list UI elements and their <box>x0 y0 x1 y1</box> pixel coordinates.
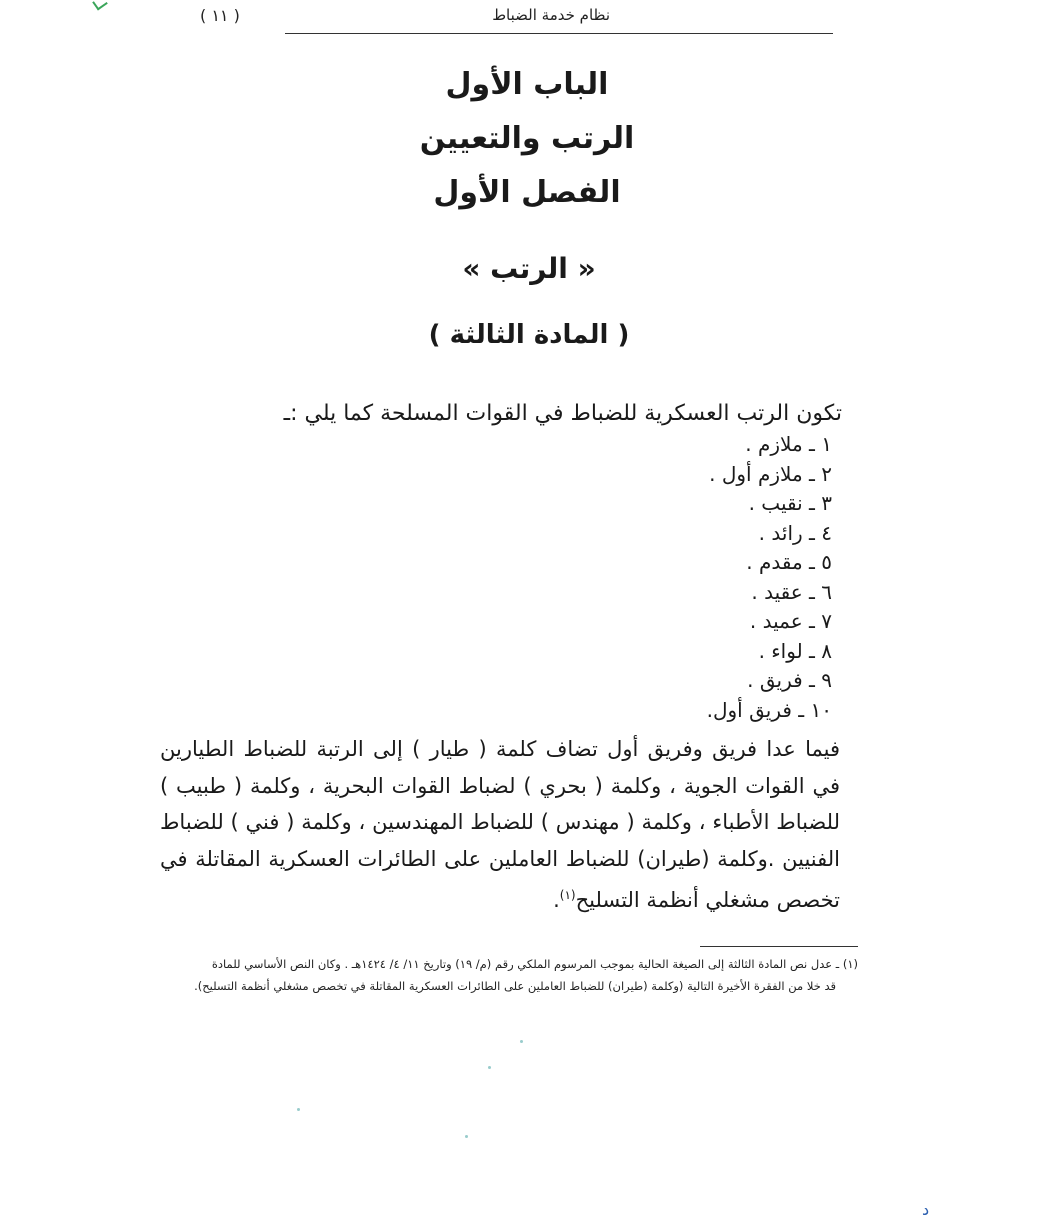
part-heading: الباب الأول <box>445 67 609 102</box>
scan-speck <box>488 1066 491 1069</box>
rank-item: ٢ ـ ملازم أول . <box>709 461 832 486</box>
section-heading: « الرتب » <box>462 252 596 285</box>
rank-item: ١ ـ ملازم . <box>745 432 832 456</box>
article-heading: ( المادة الثالثة ) <box>428 320 630 350</box>
running-title: نظام خدمة الضباط <box>492 6 610 24</box>
page-number: ( ١١ ) <box>200 6 240 25</box>
rank-item: ١٠ ـ فريق أول. <box>706 697 832 722</box>
rank-item: ٦ ـ عقيد . <box>751 579 832 604</box>
rank-item: ٧ ـ عميد . <box>749 609 832 633</box>
scan-speck <box>297 1108 300 1111</box>
heading-block <box>0 58 1050 220</box>
page-header <box>190 4 835 32</box>
qualifier-paragraph <box>160 731 840 919</box>
scan-speck <box>465 1135 468 1138</box>
qualifier-text: فيما عدا فريق وفريق أول تضاف كلمة ( طيار ) إلى الرتبة للضباط الطيارين في القوات الجوية ، وكلمة ( بحري ) لضباط القوات البحرية ، وكلمة ( طبيب ) للضباط الأطباء ، وكلمة ( مهندس ) للضباط المهندسين ، وكلمة ( فني ) للضباط الفنيين .وكلمة (طيران) للضباط العاملين على الطائرات العسكرية المقاتلة في تخصص مشغلي أنظمة التسليح <box>160 737 840 912</box>
rank-item: ٣ ـ نقيب . <box>748 491 832 515</box>
rank-item: ٨ ـ لواء . <box>758 638 832 663</box>
footnote-rule <box>700 946 858 947</box>
header-rule <box>285 33 833 34</box>
chapter-heading: الفصل الأول <box>433 175 621 210</box>
rank-item: ٩ ـ فريق . <box>747 668 832 692</box>
scan-check-mark <box>92 0 108 11</box>
rank-item: ٥ ـ مقدم . <box>746 550 832 574</box>
intro-sentence: تكون الرتب العسكرية للضباط في القوات المسلحة كما يلي :ـ <box>283 401 842 426</box>
footnote <box>192 953 858 997</box>
footnote-line: قد خلا من الفقرة الأخيرة التالية (وكلمة (طيران) للضباط العاملين على الطائرات العسكرية المقاتلة في تخصص مشغلي أنظمة التسليح). <box>194 979 836 993</box>
footnote-line: (١) ـ عدل نص المادة الثالثة إلى الصيغة الحالية بموجب المرسوم الملكي رقم (م/ ١٩) وتاريخ ١١/ ٤/ ١٤٢٤هـ . وكان النص الأساسي للمادة <box>211 957 858 971</box>
paragraph-end: . <box>553 888 560 912</box>
footnote-reference[interactable]: (١) <box>559 888 576 902</box>
part-subtitle: الرتب والتعيين <box>419 121 635 156</box>
scan-speck <box>520 1040 523 1043</box>
article-body <box>160 398 840 919</box>
corner-stamp-glyph: د <box>922 1200 930 1219</box>
ranks-list <box>160 430 840 725</box>
rank-item: ٤ ـ رائد . <box>758 520 832 545</box>
